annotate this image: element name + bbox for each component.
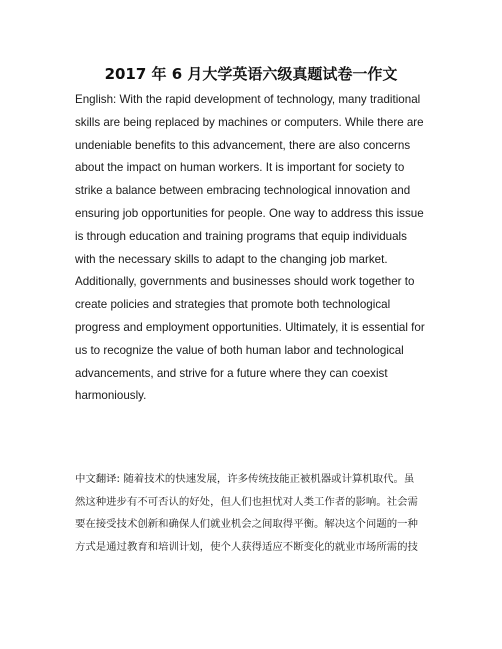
chinese-line: 中文翻译: 随着技术的快速发展，许多传统技能正被机器或计算机取代。虽: [75, 473, 415, 485]
english-line: advancements, and strive for a future where they can coexist: [75, 366, 388, 380]
english-line: us to recognize the value of both human labor and technological: [75, 343, 404, 357]
chinese-line: 要在接受技术创新和确保人们就业机会之间取得平衡。解决这个问题的一种: [75, 518, 418, 530]
chinese-line: 方式是通过教育和培训计划，使个人获得适应不断变化的就业市场所需的技: [75, 540, 418, 553]
english-line: English: With the rapid development of technology, many traditional: [75, 93, 421, 106]
english-line: with the necessary skills to adapt to the changing job market.: [75, 252, 388, 266]
english-line: harmoniously.: [75, 389, 147, 403]
english-line: Additionally, governments and businesses should work together to: [75, 275, 415, 289]
english-essay: [75, 89, 435, 408]
english-line: about the impact on human workers. It is important for society to: [75, 161, 405, 175]
english-line: ensuring job opportunities for people. One way to address this issue: [75, 206, 424, 220]
english-line: skills are being replaced by machines or computers. While there are: [75, 115, 424, 129]
chinese-translation: [75, 468, 435, 558]
english-line: is through education and training programs that equip individuals: [75, 229, 407, 243]
chinese-line: 然这种进步有不可否认的好处，但人们也担忧对人类工作者的影响。社会需: [75, 495, 418, 508]
english-line: strike a balance between embracing technological innovation and: [75, 184, 411, 198]
english-line: undeniable benefits to this advancement, there are also concerns: [75, 138, 411, 152]
english-line: progress and employment opportunities. Ultimately, it is essential for: [75, 320, 425, 334]
english-line: create policies and strategies that promote both technological: [75, 298, 391, 312]
document-title: 2017 年 6 月大学英语六级真题试卷一作文: [104, 65, 398, 83]
